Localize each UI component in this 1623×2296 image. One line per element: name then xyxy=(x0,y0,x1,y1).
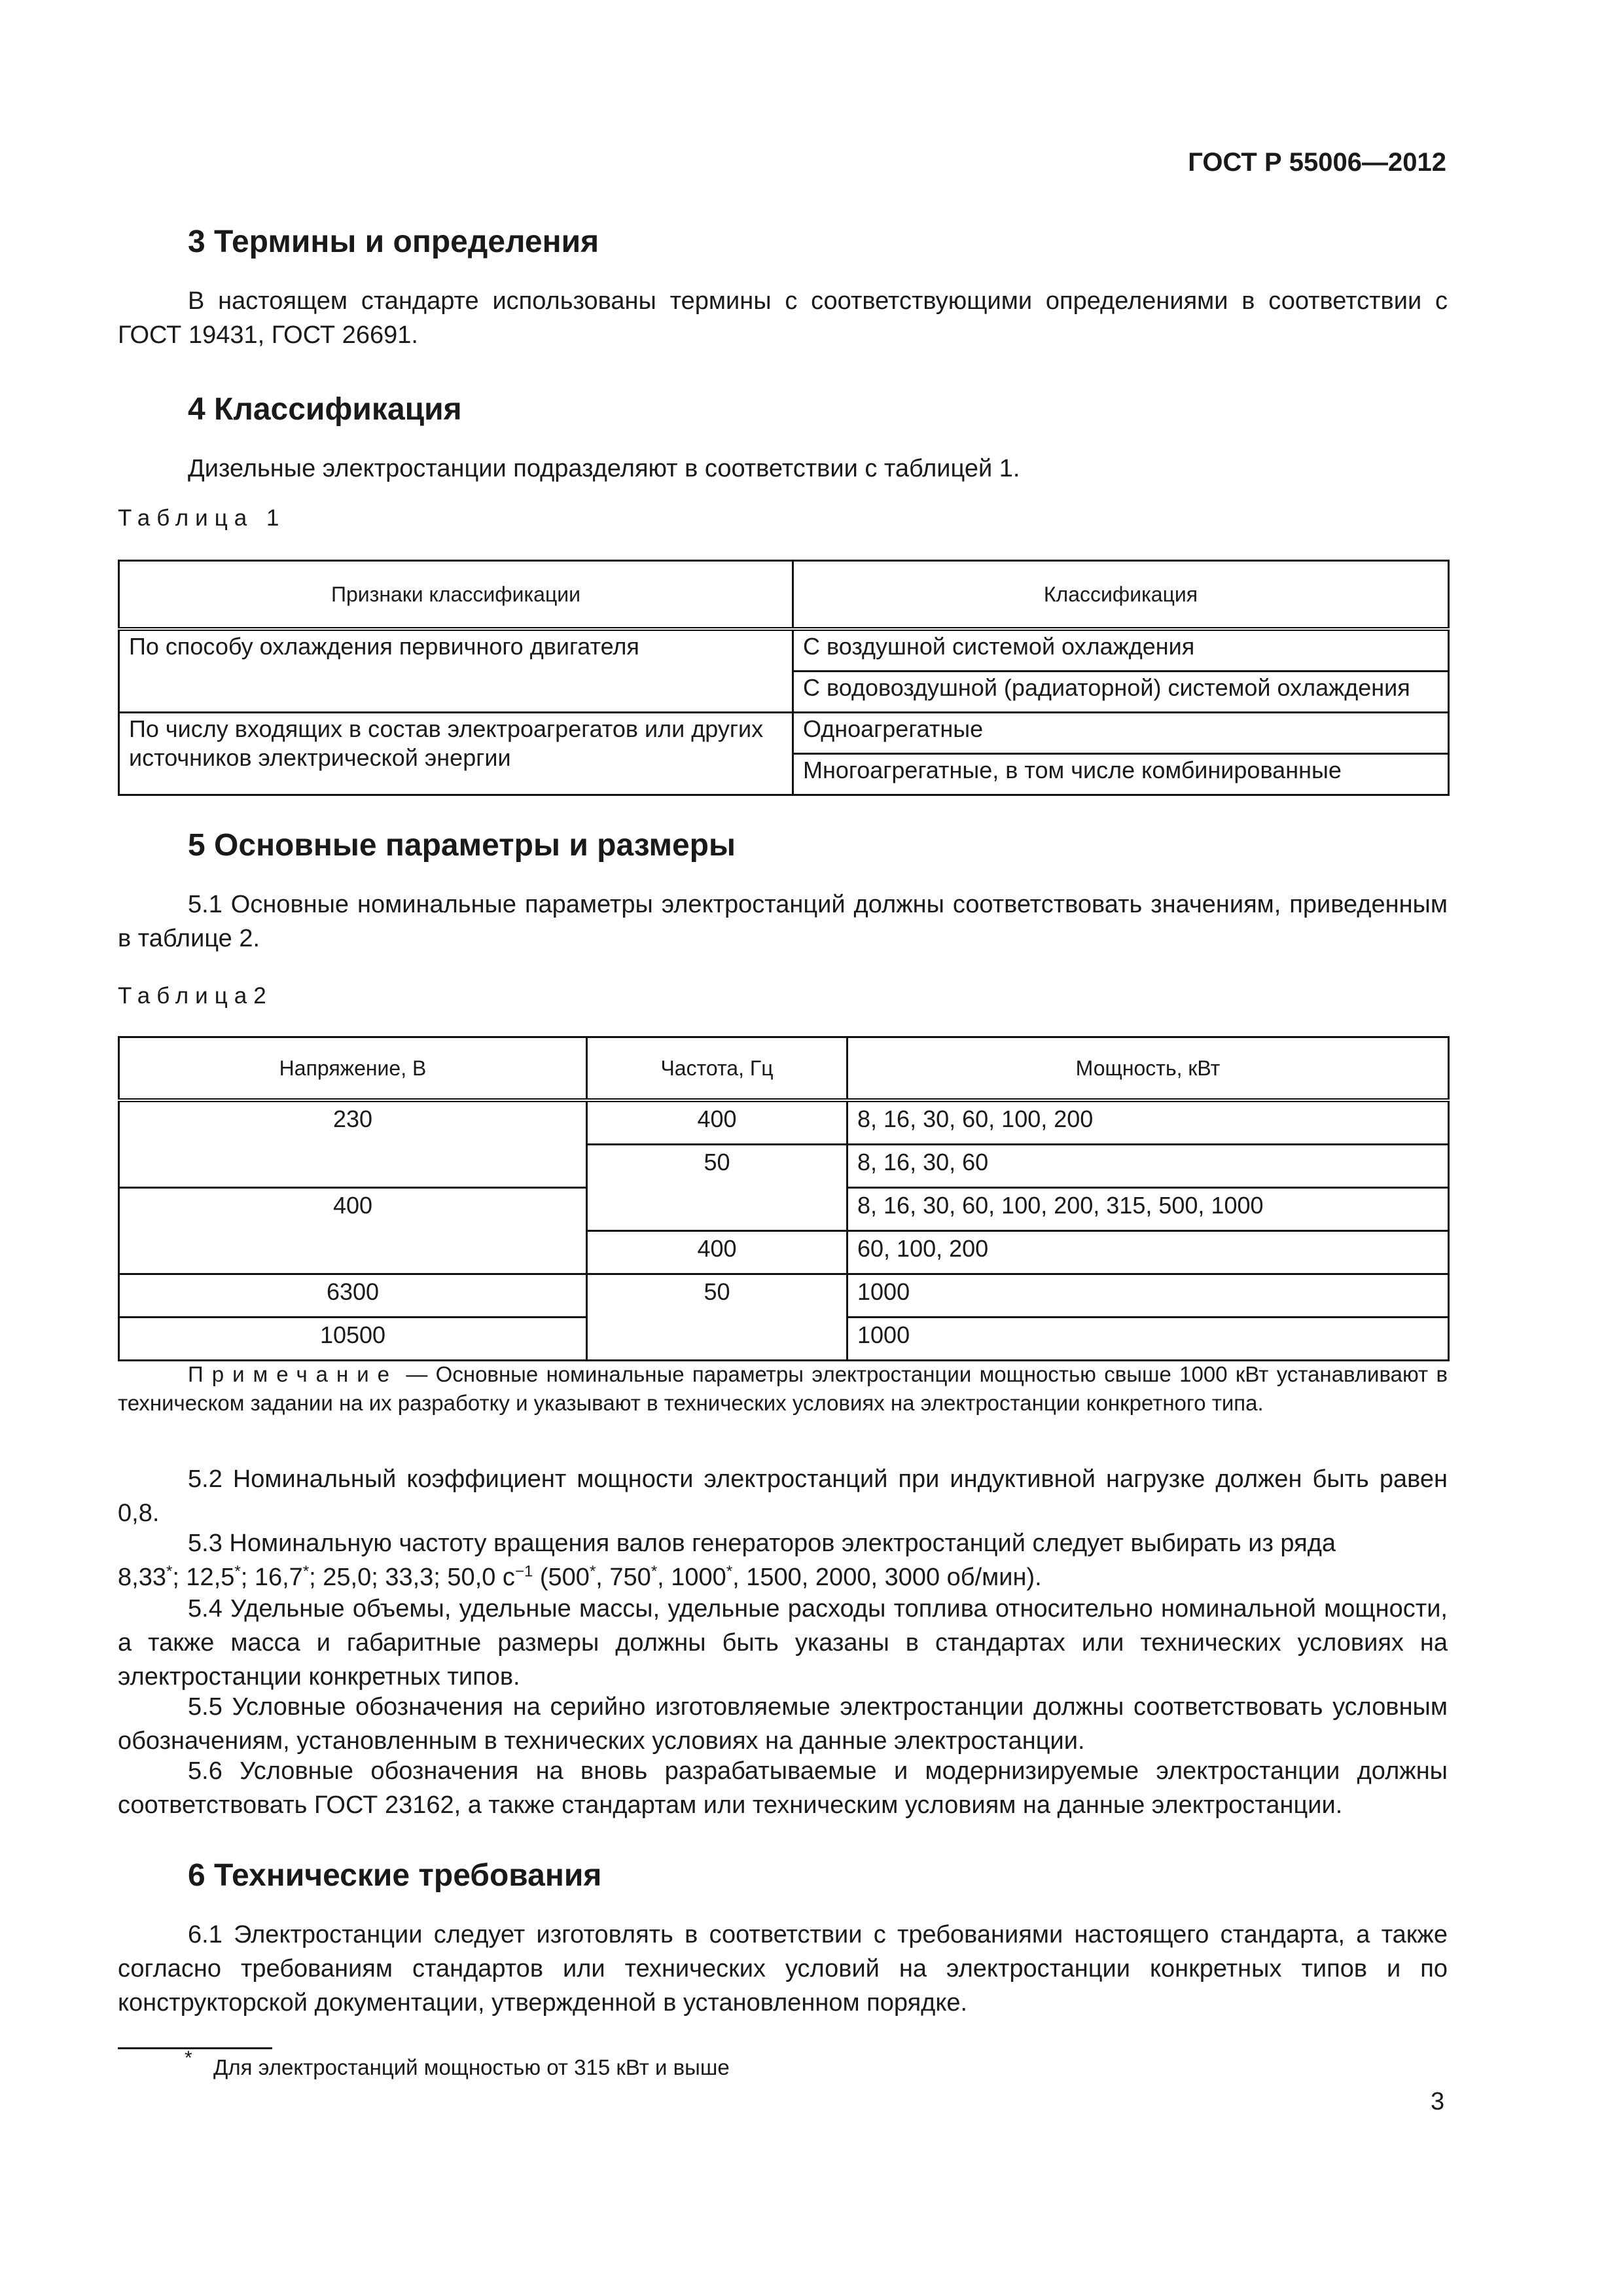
table-1-cell: Одноагрегатные xyxy=(793,713,1449,754)
table-2-note xyxy=(118,1360,1448,1418)
table-1-header: Признаки классификации xyxy=(119,561,793,630)
table-1-header: Классификация xyxy=(793,561,1449,630)
footnote-mark: * xyxy=(185,2047,192,2069)
document-id: ГОСТ Р 55006—2012 xyxy=(1188,148,1446,177)
page-number: 3 xyxy=(1431,2088,1445,2115)
superscript: * xyxy=(589,1562,596,1581)
paragraph-5-5: 5.5 Условные обозначения на серийно изготовляемые электростанции должны соответствовать условным обозначениям, установленным в технических условиях на данные электростанции. xyxy=(118,1693,1448,1755)
paragraph-5-6: 5.6 Условные обозначения на вновь разрабатываемые и модернизируемые электростанции должны соответствовать ГОСТ 23162, а также стандартам или техническим условиям на данные электростанции. xyxy=(118,1757,1448,1819)
table-2-cell: 400 xyxy=(587,1231,847,1274)
superscript: * xyxy=(234,1562,241,1581)
table-1-cell: По числу входящих в состав электроагрегатов или других источников электрической энергии xyxy=(119,713,793,795)
table-2-header: Напряжение, В xyxy=(119,1037,587,1101)
paragraph-5-2: 5.2 Номинальный коэффициент мощности электростанций при индуктивной нагрузке должен быть равен 0,8. xyxy=(118,1465,1448,1527)
table-2-cell: 6300 xyxy=(119,1274,587,1318)
section-6-title: 6 Технические требования xyxy=(188,1858,602,1893)
table-1-cell: С водовоздушной (радиаторной) системой охлаждения xyxy=(793,672,1449,713)
table-2-cell: 50 xyxy=(587,1274,847,1361)
table-2-caption: Таблица2 xyxy=(118,983,273,1009)
table-2-cell: 8, 16, 30, 60, 100, 200 xyxy=(847,1100,1449,1145)
paragraph-5-4: 5.4 Удельные объемы, удельные массы, удельные расходы топлива относительно номинальной мощности, а также масса и габаритные размеры должны быть указаны в стандартах или технических условиях на электростанции конкретных типов. xyxy=(118,1595,1448,1691)
table-2 xyxy=(118,1036,1450,1361)
table-2-cell: 400 xyxy=(119,1188,587,1274)
footnote-text: Для электростанций мощностью от 315 кВт и выше xyxy=(213,2055,730,2079)
table-1-cell: По способу охлаждения первичного двигателя xyxy=(119,629,793,713)
text-fragment: , 1500, 2000, 3000 об/мин). xyxy=(732,1564,1042,1591)
table-1-cell: Многоагрегатные, в том числе комбинированные xyxy=(793,754,1449,795)
text-fragment: ; 12,5 xyxy=(172,1564,235,1591)
paragraph-5-3-line-2 xyxy=(118,1564,1042,1591)
table-2-cell: 400 xyxy=(587,1100,847,1145)
paragraph-6-1: 6.1 Электростанции следует изготовлять в соответствии с требованиями настоящего стандарта, а также согласно требованиям стандартов или технических условий на электростанции конкретных типов и по конструкторской документации, утвержденной в установленном порядке. xyxy=(118,1921,1448,2017)
section-4-text: Дизельные электростанции подразделяют в соответствии с таблицей 1. xyxy=(188,455,1020,482)
superscript: * xyxy=(651,1562,658,1581)
table-2-cell: 1000 xyxy=(847,1318,1449,1361)
table-1-cell: С воздушной системой охлаждения xyxy=(793,629,1449,672)
text-fragment: ; 16,7 xyxy=(240,1564,303,1591)
table-2-cell: 230 xyxy=(119,1100,587,1188)
table-2-cell: 60, 100, 200 xyxy=(847,1231,1449,1274)
paragraph-5-1: 5.1 Основные номинальные параметры электростанций должны соответствовать значениям, приведенным в таблице 2. xyxy=(118,891,1448,952)
text-fragment: (500 xyxy=(533,1564,590,1591)
table-2-cell: 50 xyxy=(587,1145,847,1231)
table-1-caption: Таблица 1 xyxy=(118,505,286,531)
table-2-cell: 8, 16, 30, 60, 100, 200, 315, 500, 1000 xyxy=(847,1188,1449,1231)
footnote-separator xyxy=(118,2047,272,2049)
text-fragment: ; 25,0; 33,3; 50,0 с xyxy=(309,1564,515,1591)
superscript: * xyxy=(726,1562,733,1581)
section-3-title: 3 Термины и определения xyxy=(188,224,599,259)
superscript: * xyxy=(302,1562,310,1581)
paragraph-5-3-line-1: 5.3 Номинальную частоту вращения валов генераторов электростанций следует выбирать из ряда xyxy=(188,1530,1336,1557)
table-2-header: Частота, Гц xyxy=(587,1037,847,1101)
section-3-text: В настоящем стандарте использованы термины с соответствующими определениями в соответствии с ГОСТ 19431, ГОСТ 26691. xyxy=(118,287,1448,349)
text-fragment: , 1000 xyxy=(657,1564,726,1591)
note-label: Примечание xyxy=(188,1362,399,1386)
section-4-title: 4 Классификация xyxy=(188,392,462,427)
table-2-cell: 8, 16, 30, 60 xyxy=(847,1145,1449,1188)
note-text: — Основные номинальные параметры электростанции мощностью свыше 1000 кВт устанавливают в техническом задании на их разработку и указывают в технических условиях на электростанции конкретного типа. xyxy=(118,1362,1448,1415)
table-2-cell: 10500 xyxy=(119,1318,587,1361)
table-2-cell: 1000 xyxy=(847,1274,1449,1318)
superscript: * xyxy=(166,1562,173,1581)
table-2-header: Мощность, кВт xyxy=(847,1037,1449,1101)
section-5-title: 5 Основные параметры и размеры xyxy=(188,828,736,863)
superscript: −1 xyxy=(514,1562,533,1581)
table-1 xyxy=(118,560,1450,796)
paragraph-5-3 xyxy=(118,1526,1448,1594)
text-fragment: 8,33 xyxy=(118,1564,166,1591)
text-fragment: , 750 xyxy=(596,1564,651,1591)
